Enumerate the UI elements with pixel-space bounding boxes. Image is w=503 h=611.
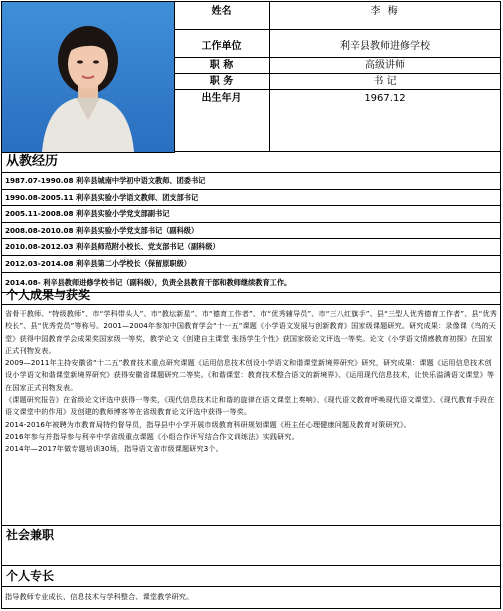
title-label: 职 称 [174, 58, 270, 73]
achievement-paragraph: 2014年—2017年做专题培训30场，指导语文省市级课题研究3个。 [5, 444, 223, 454]
experience-item: 1987.07-1990.08 利辛县城南中学初中语文教师、团委书记 [2, 173, 500, 190]
achievement-paragraph: 2016年参与并指导参与利辛中学省级重点课题《小组合作评写结合作文训练法》实践研究。 [5, 431, 299, 441]
achievement-paragraph: 《课题研究报告》在省级论文评选中获得一等奖，《现代信息技术让和谐的旋律在语文课堂上奏响》、《现代语文教育呼唤现代语文课堂》、《现代教育手段在语文课堂中的作用》及创建的教师博客等在省级教育论文评选中获得一等奖。 [5, 395, 495, 417]
position-row [174, 74, 500, 90]
name-row [174, 2, 500, 30]
achievement-paragraph: 2009—2011年主持安徽省“十二五”教育技术重点研究课题《运用信息技术创设小学语文和谐课堂新境界研究》研究，研究成果：课题《运用信息技术创设小学语文和谐课堂新境界研究》获得安徽省课题研究二等奖。《和谐课堂：教育技术整合语文的新境界》、《运用现代信息技术，让快乐溢满语文课堂》等在国家正式刊物发表。 [5, 358, 495, 392]
achievements-section [2, 287, 500, 456]
specialty-text: 指导教师专业成长、信息技术与学科整合、课堂教学研究。 [5, 592, 194, 601]
social-heading: 社会兼职 [6, 528, 55, 542]
work-unit-label: 工作单位 [174, 30, 270, 57]
name-label: 姓名 [174, 2, 270, 29]
position-label: 职 务 [174, 74, 270, 89]
title-row [174, 58, 500, 74]
experience-item: 2012.03-2014.08 利辛县第二小学校长（保留原职级） [2, 256, 500, 273]
social-section [2, 526, 500, 544]
basic-info-table [174, 2, 500, 152]
experience-item: 2014.08- 利辛县教师进修学校书记（副科级），负责全县教育干部和教师继续教育工作。 [2, 273, 500, 293]
specialty-section [2, 566, 500, 607]
achievement-paragraph: 省骨干教师、“特级教师”、市“学科带头人”、市“教坛新星”、市“德育工作者”、市“优秀辅导员”、市“三八红旗手”、县“三型人优秀德育工作者”、县“优秀校长”、县“优秀党员”等称号。2001—2004年参加中国教育学会“十一五”课题《小学语文发展与创新教育》国家级课题研究。研究成果：录像课《鸟的天堂》获得中国教育学会成果奖国家级一等奖，教学论文《创建自主课堂 张扬学生个性》获国家级论文评选一等奖。论文《小学语文情感教育初探》在国家正式刊物发表。 [5, 309, 497, 355]
specialty-heading: 个人专长 [2, 566, 500, 587]
position-value: 书 记 [373, 76, 397, 87]
achievement-paragraph: 2014-2016年被聘为市教育局特约督导员，指导县中小学开展市级教育科研规划课题《班主任心理健康问题及教育对策研究》。 [5, 419, 411, 429]
portrait-photo [2, 2, 175, 153]
experience-item: 2005.11-2008.08 利辛县实验小学党支部副书记 [2, 206, 500, 223]
name-value: 李 梅 [370, 6, 400, 17]
title-value: 高级讲师 [365, 60, 405, 71]
birth-value: 1967.12 [364, 93, 406, 104]
birth-row [174, 90, 500, 152]
experience-item: 1990.08-2005.11 利辛县实验小学语文教师、团支部书记 [2, 190, 500, 207]
resume-sheet [1, 1, 501, 609]
work-unit-value: 利辛县教师进修学校 [340, 41, 430, 52]
birth-label: 出生年月 [174, 90, 270, 151]
experience-item: 2008.08-2010.08 利辛县实验小学党支部书记（副科级） [2, 223, 500, 240]
experience-heading: 从教经历 [2, 152, 500, 173]
work-unit-row [174, 30, 500, 58]
achievements-heading: 个人成果与获奖 [2, 287, 500, 305]
portrait-photo-image [2, 2, 174, 152]
experience-section [2, 152, 500, 293]
experience-item: 2010.08-2012.03 利辛县师范附小校长、党支部书记（副科级） [2, 239, 500, 256]
